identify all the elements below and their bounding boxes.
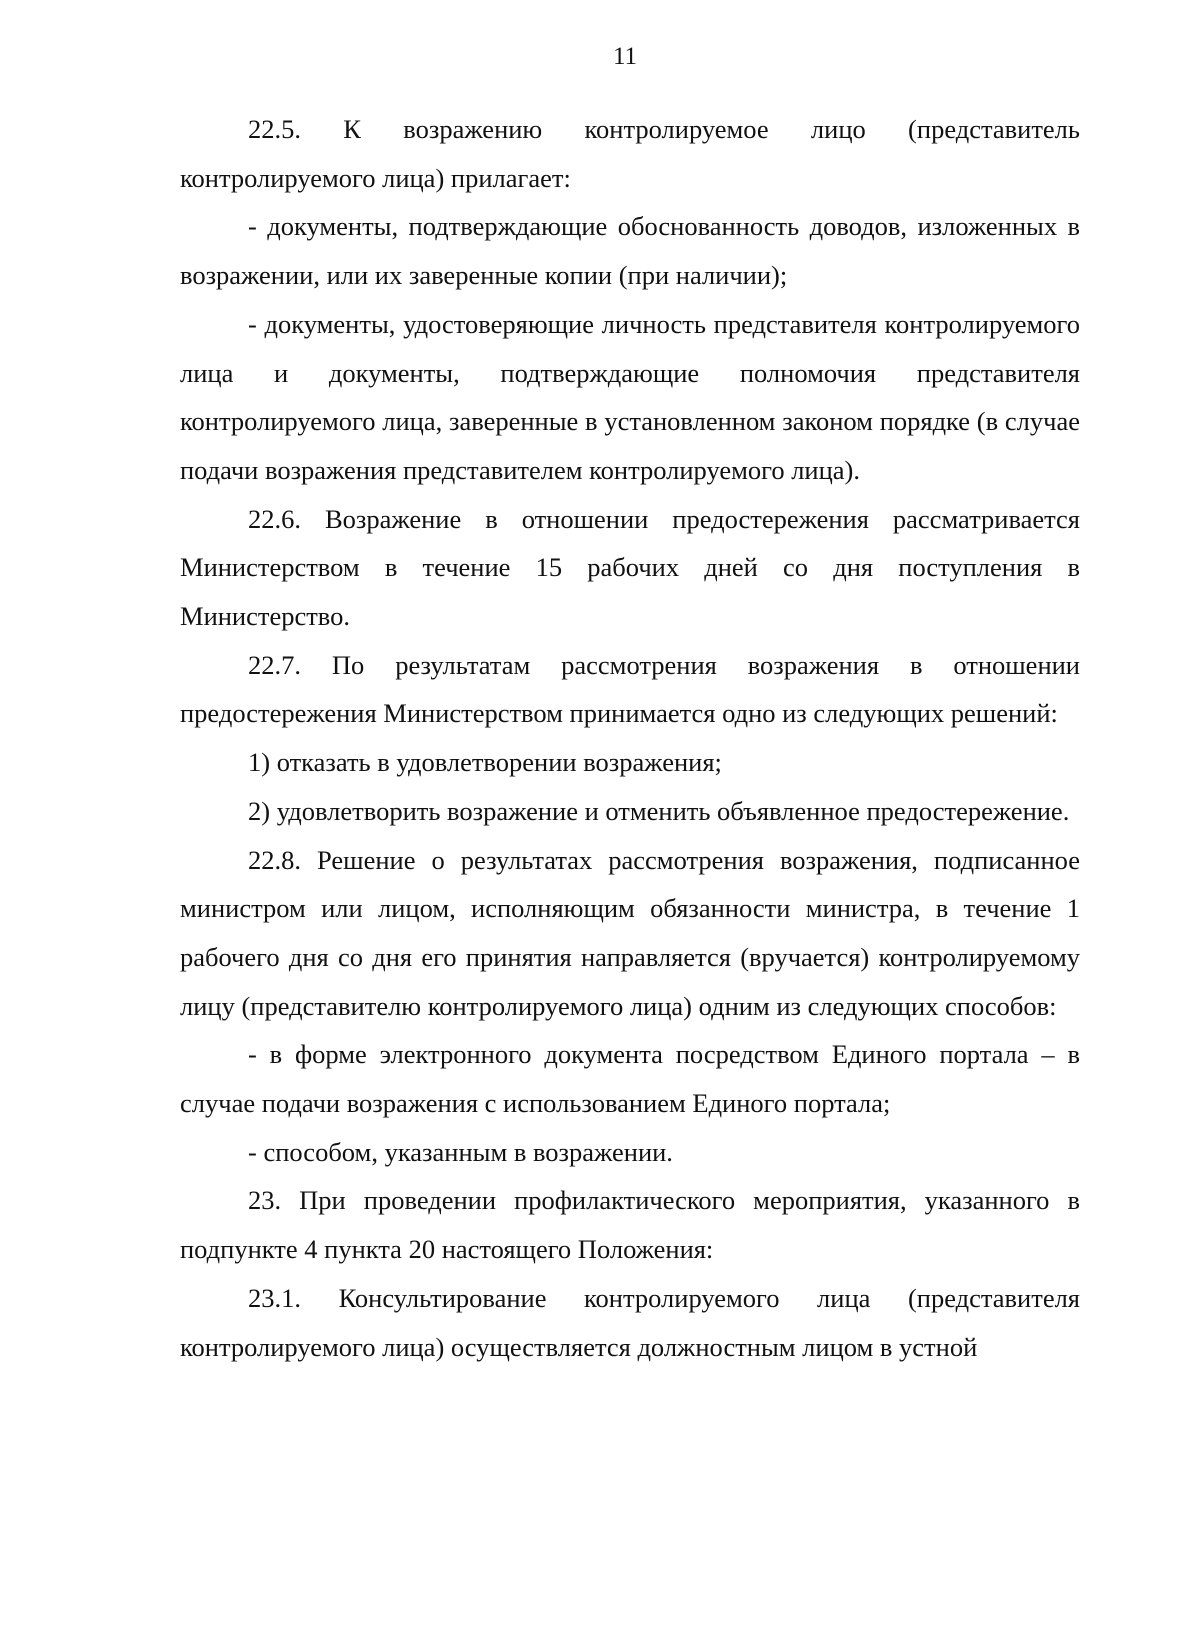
document-body (180, 105, 1080, 1371)
page-number: 11 (612, 43, 638, 70)
paragraph-22-6: 22.6. Возражение в отношении предостережения рассматривается Министерством в течение 15 рабочих дней со дня поступления в Министерство. (180, 503, 1080, 632)
paragraph-23-1: 23.1. Консультирование контролируемого лица (представителя контролируемого лица) осуществляется должностным лицом в устной (180, 1282, 1080, 1362)
paragraph-22-8: 22.8. Решение о результатах рассмотрения возражения, подписанное министром или лицом, исполняющим обязанности министра, в течение 1 рабочего дня со дня его принятия направляется (вручается) контролируемому лицу (представителю контролируемого лица) одним из следующих способов: (180, 844, 1080, 1021)
paragraph-22-5: 22.5. К возражению контролируемое лицо (представитель контролируемого лица) прилагает: (180, 114, 1080, 193)
list-item-documents-identity: - документы, удостоверяющие личность представителя контролируемого лица и документы, подтверждающие полномочия представителя контролируемого лица, заверенные в установленном законом порядке (в случае подачи возражения представителем контролируемого лица). (180, 308, 1080, 485)
delivery-method-specified: - способом, указанным в возражении. (248, 1136, 673, 1167)
paragraph-23: 23. При проведении профилактического мероприятия, указанного в подпункте 4 пункта 20 настоящего Положения: (180, 1185, 1080, 1265)
delivery-method-portal: - в форме электронного документа посредством Единого портала – в случае подачи возражения с использованием Единого портала; (180, 1039, 1080, 1119)
paragraph-22-7: 22.7. По результатам рассмотрения возражения в отношении предостережения Министерством принимается одно из следующих решений: (180, 649, 1080, 729)
decision-option-1: 1) отказать в удовлетворении возражения; (248, 747, 722, 778)
decision-option-2: 2) удовлетворить возражение и отменить объявленное предостережение. (248, 795, 1070, 826)
list-item-documents-grounds: - документы, подтверждающие обоснованность доводов, изложенных в возражении, или их заверенные копии (при наличии); (180, 211, 1080, 291)
